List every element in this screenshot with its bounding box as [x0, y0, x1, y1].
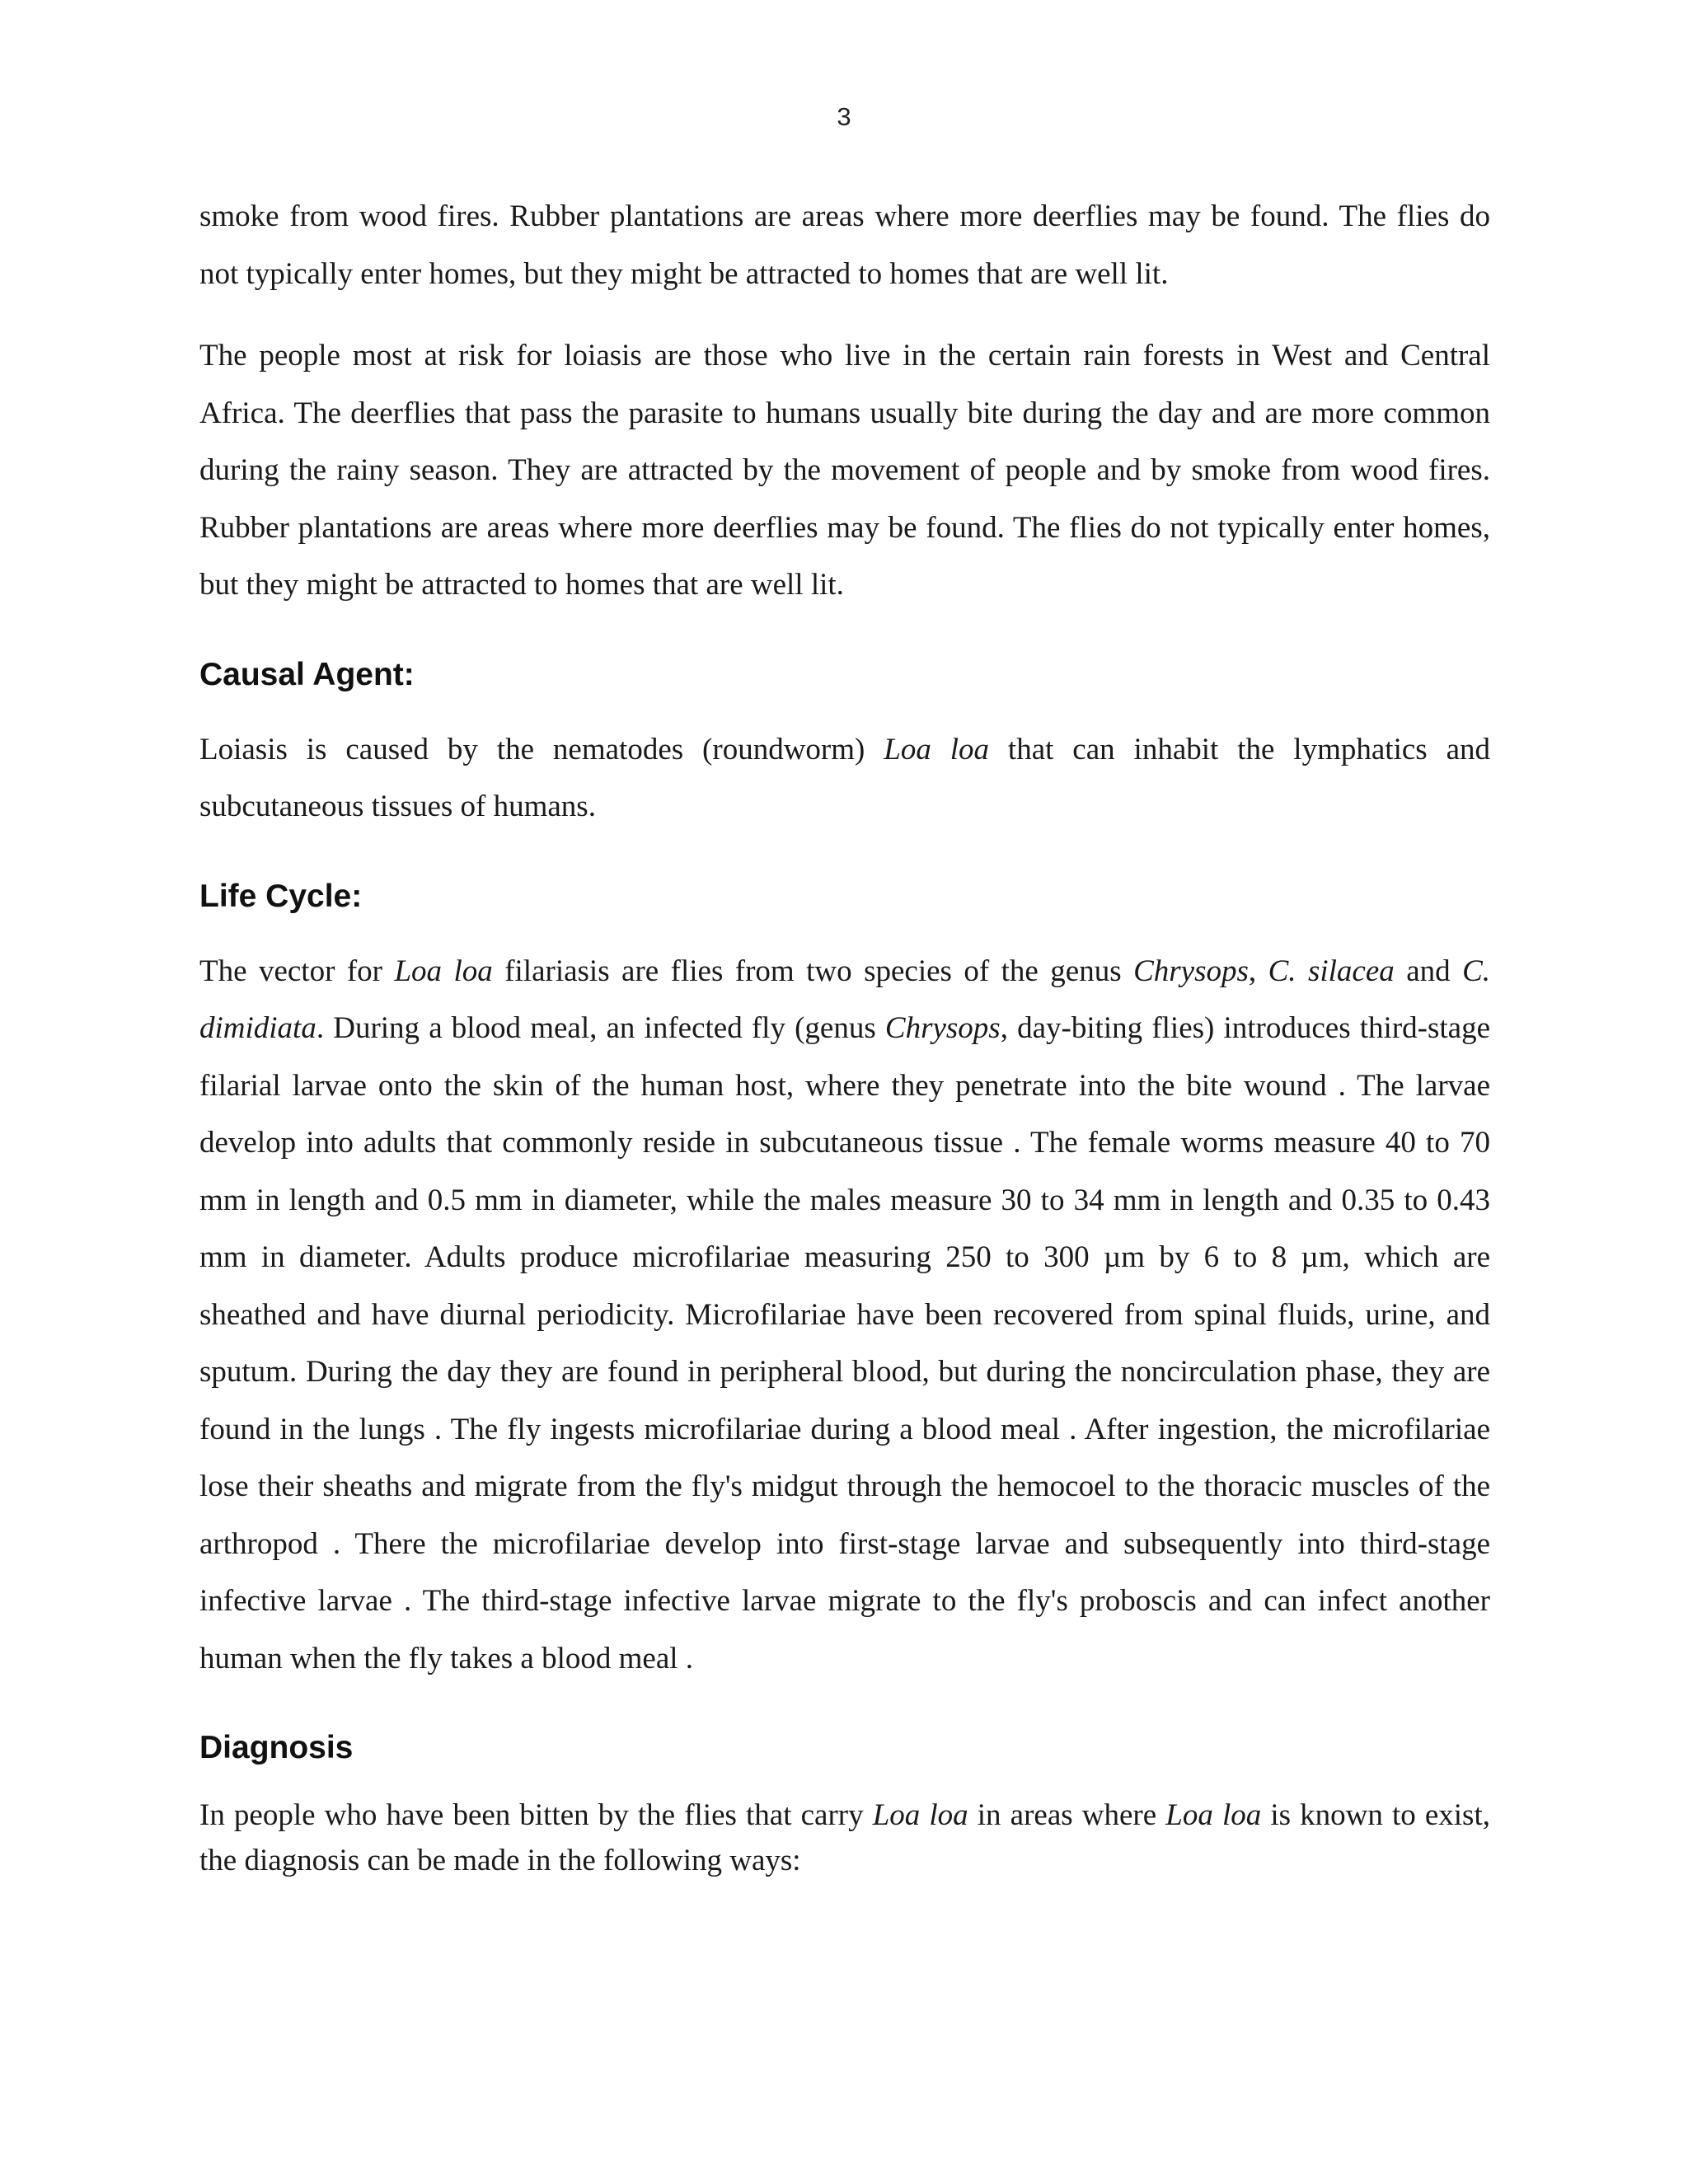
organism-name: Loa loa — [394, 954, 493, 988]
life-text-4: and — [1394, 954, 1463, 988]
life-text-2: filariasis are flies from two species of the genus — [492, 954, 1134, 988]
organism-name: Loa loa — [1165, 1798, 1262, 1832]
organism-name: Loa loa — [884, 732, 990, 766]
document-body — [199, 188, 1490, 1883]
life-text-1: The vector for — [199, 954, 395, 988]
species-name: C. silacea — [1268, 954, 1395, 988]
causal-text-before: Loiasis is caused by the nematodes (roundworm) — [199, 732, 884, 766]
causal-agent-heading: Causal Agent: — [199, 656, 415, 692]
diagnosis-paragraph — [199, 1793, 1490, 1883]
genus-name: Chrysops — [1133, 954, 1249, 988]
life-cycle-paragraph — [199, 943, 1490, 1688]
diag-text-1: In people who have been bitten by the flies that carry — [199, 1798, 873, 1832]
organism-name: Loa loa — [872, 1798, 968, 1832]
diag-text-3: is known to exist, the diagnosis can be made in the following ways: — [199, 1798, 1490, 1877]
life-text-6: , day-biting flies) introduces third-stage filarial larvae onto the skin of the human host, where they penetrate into the bite wound . The larvae develop into adults that commonly reside in subcutaneous tissue . The female worms measure 40 to 70 mm in length and 0.5 mm in diameter, while the males measure 30 to 34 mm in length and 0.35 to 0.43 mm in diameter. Adults produce microfilariae measuring 250 to 300 µm by 6 to 8 µm, which are sheathed and have diurnal periodicity. Microfilariae have been recovered from spinal fluids, urine, and sputum. During the day they are found in peripheral blood, but during the noncirculation phase, they are found in the lungs . The fly ingests microfilariae during a blood meal . After ingestion, the microfilariae lose their sheaths and migrate from the fly's midgut through the hemocoel to the thoracic muscles of the arthropod . There the microfilariae develop into first-stage larvae and subsequently into third-stage infective larvae . The third-stage infective larvae migrate to the fly's proboscis and can infect another human when the fly takes a blood meal . — [199, 1011, 1490, 1675]
page-number: 3 — [837, 102, 851, 131]
life-text-5: . During a blood meal, an infected fly (genus — [316, 1011, 885, 1045]
intro-continuation-paragraph: smoke from wood fires. Rubber plantations are areas where more deerflies may be found. The flies do not typically enter homes, but they might be attracted to homes that are well lit. — [199, 199, 1490, 291]
diagnosis-heading: Diagnosis — [199, 1730, 354, 1765]
genus-name: Chrysops — [884, 1011, 1001, 1045]
life-text-3: , — [1248, 954, 1268, 988]
causal-agent-paragraph — [199, 721, 1490, 836]
risk-paragraph: The people most at risk for loiasis are those who live in the certain rain forests in West and Central Africa. The deerflies that pass the parasite to humans usually bite during the day and are more common during the rainy season. They are attracted by the movement of people and by smoke from wood fires. Rubber plantations are areas where more deerflies may be found. The flies do not typically enter homes, but they might be attracted to homes that are well lit. — [199, 339, 1490, 602]
life-cycle-heading: Life Cycle: — [199, 878, 363, 914]
diag-text-2: in areas where — [968, 1798, 1166, 1832]
causal-text-after: that can inhabit the lymphatics and subcutaneous tissues of humans. — [199, 732, 1490, 823]
species-name: C. dimidiata — [199, 954, 1491, 1045]
